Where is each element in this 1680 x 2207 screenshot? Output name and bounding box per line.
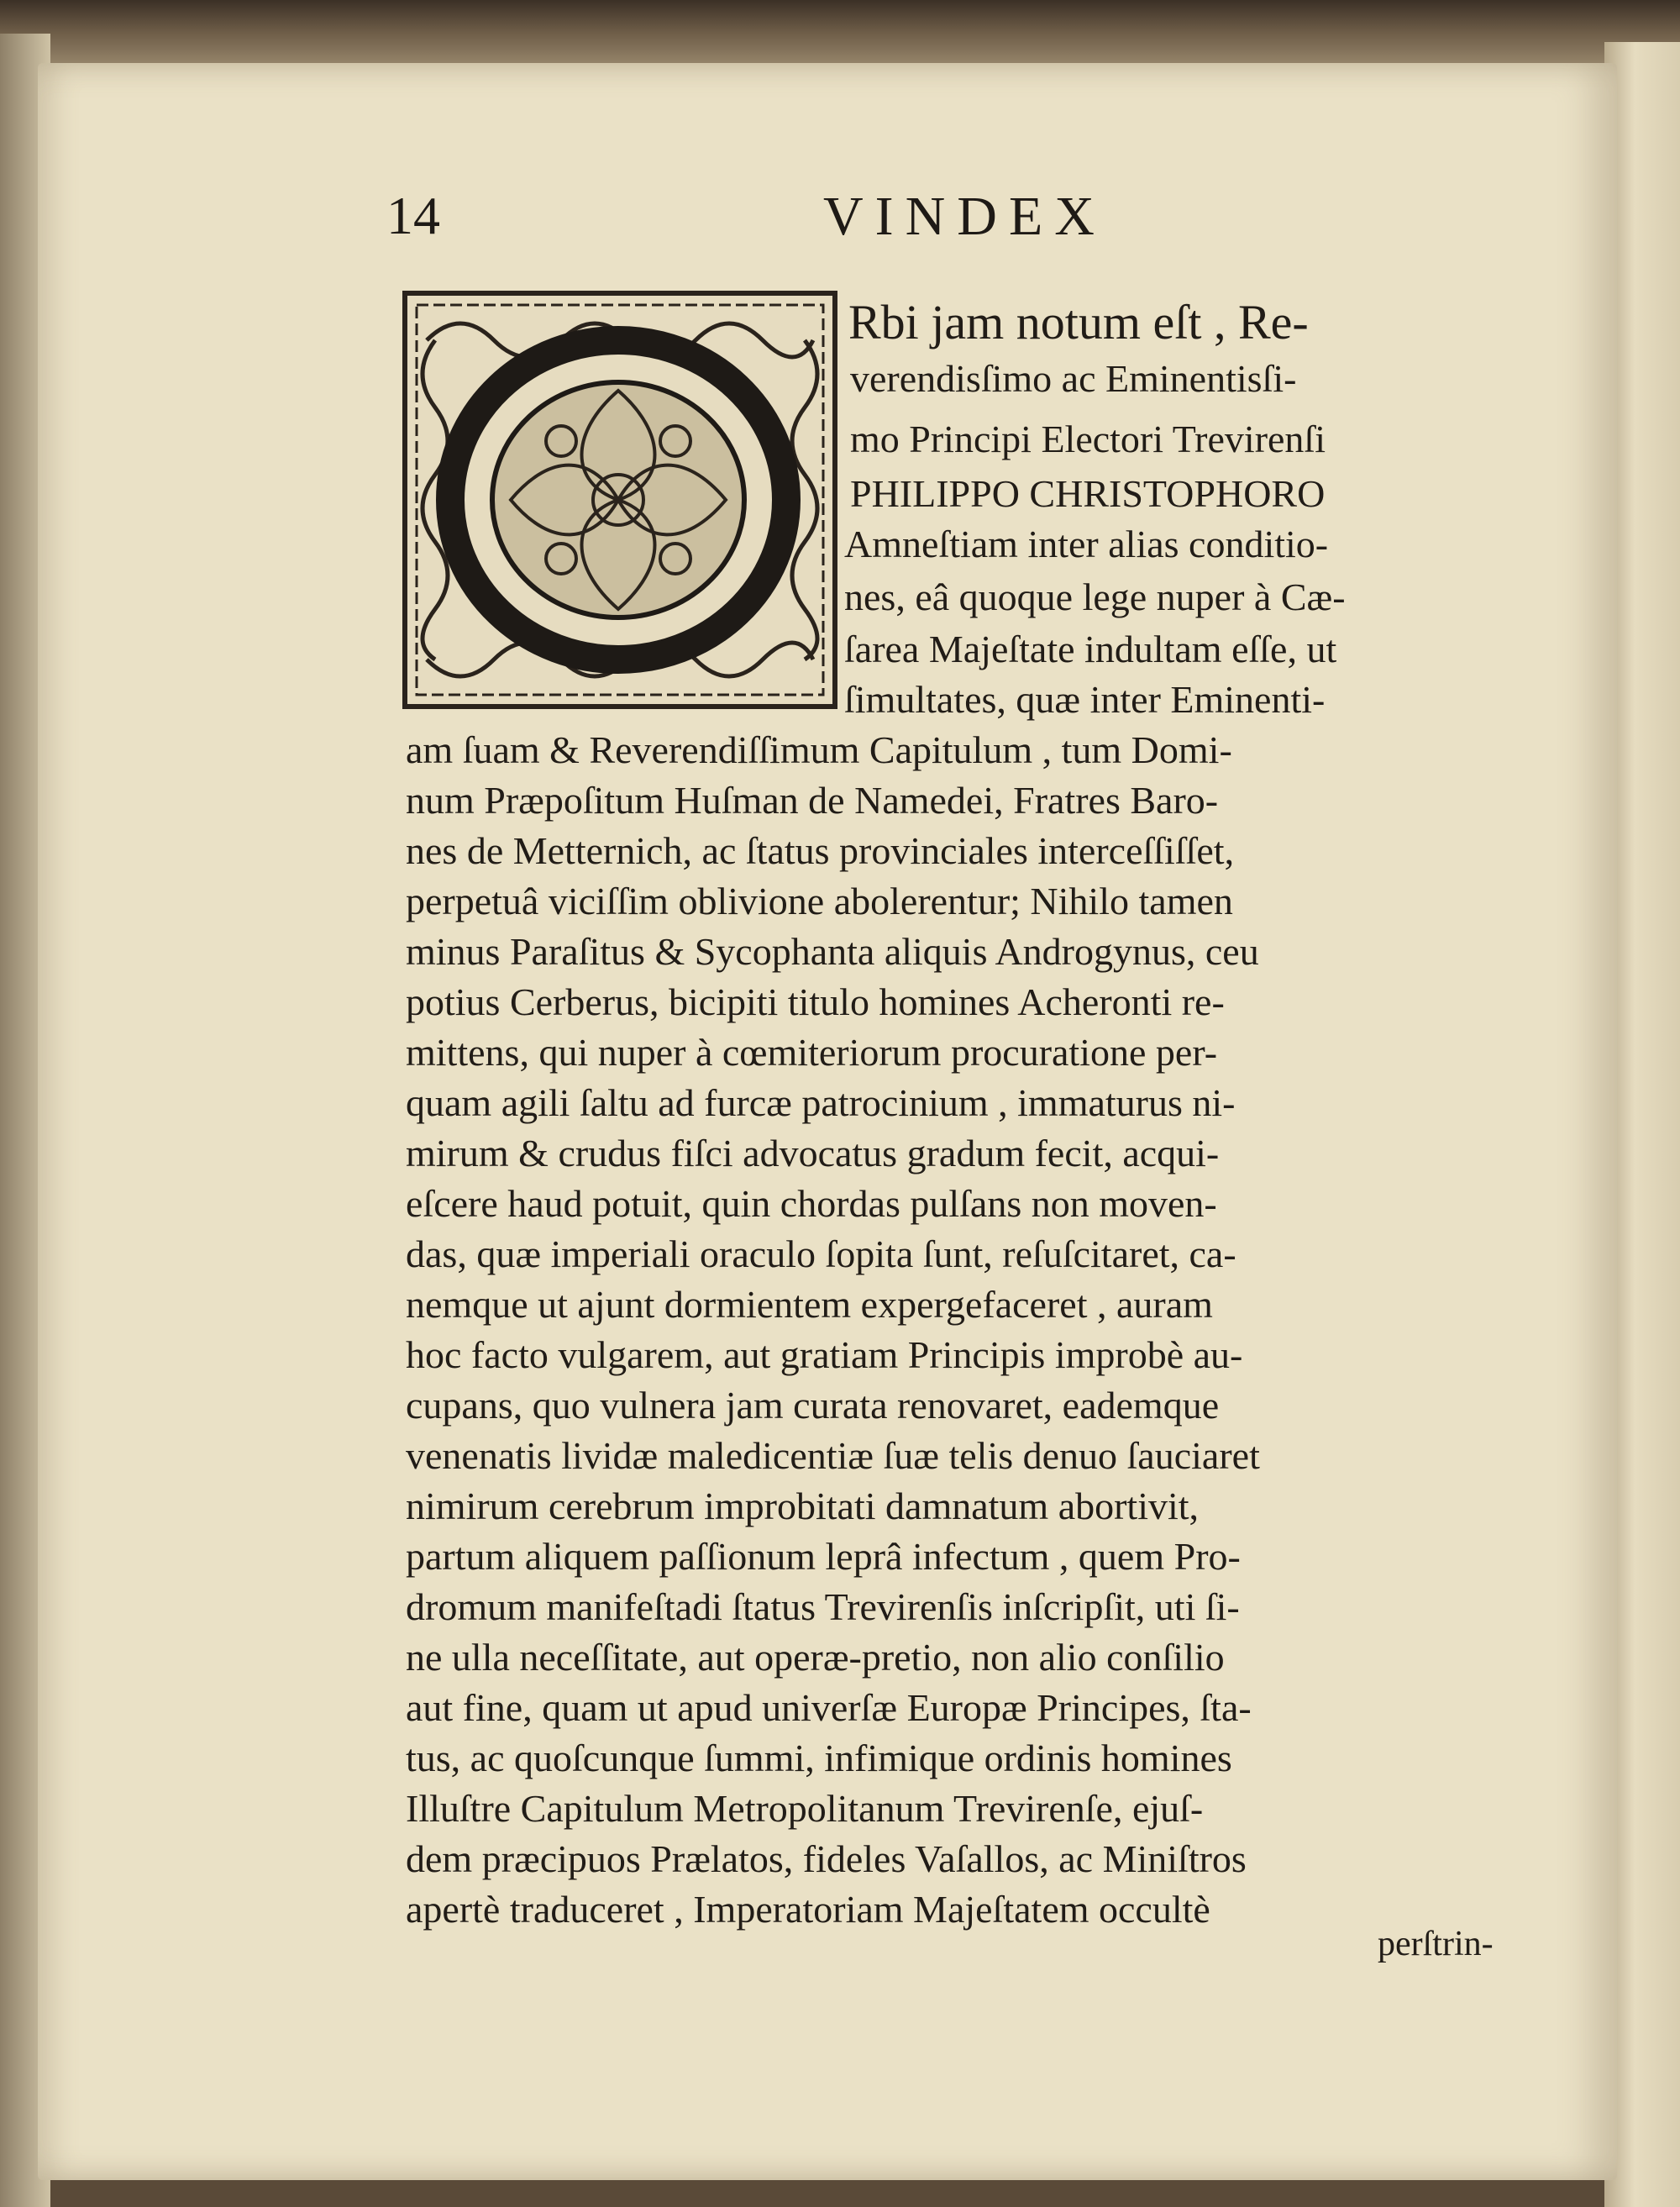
- text-line: ſarea Majeſtate indultam eſſe, ut: [844, 628, 1337, 670]
- text-line: mittens, qui nuper à cœmiteriorum procuratione per-: [406, 1031, 1218, 1074]
- text-line: partum aliquem paſſionum leprâ infectum , quem Pro-: [406, 1535, 1241, 1578]
- text-line: cupans, quo vulnera jam curata renovaret, eademque: [406, 1384, 1220, 1427]
- text-line: perpetuâ viciſſim oblivione abolerentur; Nihilo tamen: [406, 880, 1233, 922]
- text-line: aut fine, quam ut apud univerſæ Europæ Principes, ſta-: [406, 1686, 1252, 1729]
- page-number: 14: [386, 186, 440, 245]
- catchword: perſtrin-: [1378, 1925, 1494, 1963]
- text-line: das, quæ imperiali oraculo ſopita ſunt, reſuſcitaret, ca-: [406, 1232, 1236, 1275]
- text-line: mirum & crudus fiſci advocatus gradum fecit, acqui-: [406, 1132, 1220, 1174]
- text-line: eſcere haud potuit, quin chordas pulſans non moven-: [406, 1182, 1217, 1225]
- text-line: nemque ut ajunt dormientem expergefaceret , auram: [406, 1283, 1213, 1326]
- text-line: ne ulla neceſſitate, aut operæ-pretio, non alio conſilio: [406, 1636, 1225, 1679]
- text-line: ſimultates, quæ inter Eminenti-: [844, 678, 1326, 721]
- text-line: quam agili ſaltu ad furcæ patrocinium , immaturus ni-: [406, 1081, 1236, 1124]
- text-line: nes de Metternich, ac ſtatus provinciales interceſſiſſet,: [406, 829, 1235, 872]
- text-line: PHILIPPO CHRISTOPHORO: [850, 472, 1326, 515]
- text-line: apertè traduceret , Imperatoriam Majeſtatem occultè: [406, 1888, 1210, 1931]
- text-line: Rbi jam notum eſt , Re-: [848, 295, 1309, 349]
- text-line: nimirum cerebrum improbitati damnatum abortivit,: [406, 1484, 1200, 1527]
- running-title: VINDEX: [823, 186, 1106, 247]
- text-line: venenatis lividæ maledicentiæ ſuæ telis denuo ſauciaret: [406, 1434, 1260, 1477]
- text-line: Illuſtre Capitulum Metropolitanum Trevirenſe, ejuſ-: [406, 1787, 1204, 1830]
- text-line: potius Cerberus, bicipiti titulo homines Acheronti re-: [406, 980, 1225, 1023]
- text-line: hoc facto vulgarem, aut gratiam Principis improbè au-: [406, 1333, 1243, 1376]
- text-line: dromum manifeſtadi ſtatus Trevirenſis inſcripſit, uti ſi-: [406, 1585, 1240, 1628]
- text-line: minus Paraſitus & Sycophanta aliquis Androgynus, ceu: [406, 930, 1259, 973]
- text-line: verendisſimo ac Eminentisſi-: [850, 357, 1297, 400]
- text-line: am ſuam & Reverendiſſimum Capitulum , tum Domi-: [406, 728, 1232, 771]
- text-line: dem præcipuos Prælatos, fideles Vaſallos, ac Miniſtros: [406, 1837, 1247, 1880]
- text-line: num Præpoſitum Huſman de Namedei, Fratres Baro-: [406, 779, 1219, 822]
- text-line: nes, eâ quoque lege nuper à Cæ-: [844, 575, 1346, 618]
- text-line: tus, ac quoſcunque ſummi, infimique ordinis homines: [406, 1737, 1232, 1779]
- text-line: mo Principi Electori Trevirenſi: [850, 418, 1326, 460]
- text-line: Amneſtiam inter alias conditio-: [844, 523, 1329, 565]
